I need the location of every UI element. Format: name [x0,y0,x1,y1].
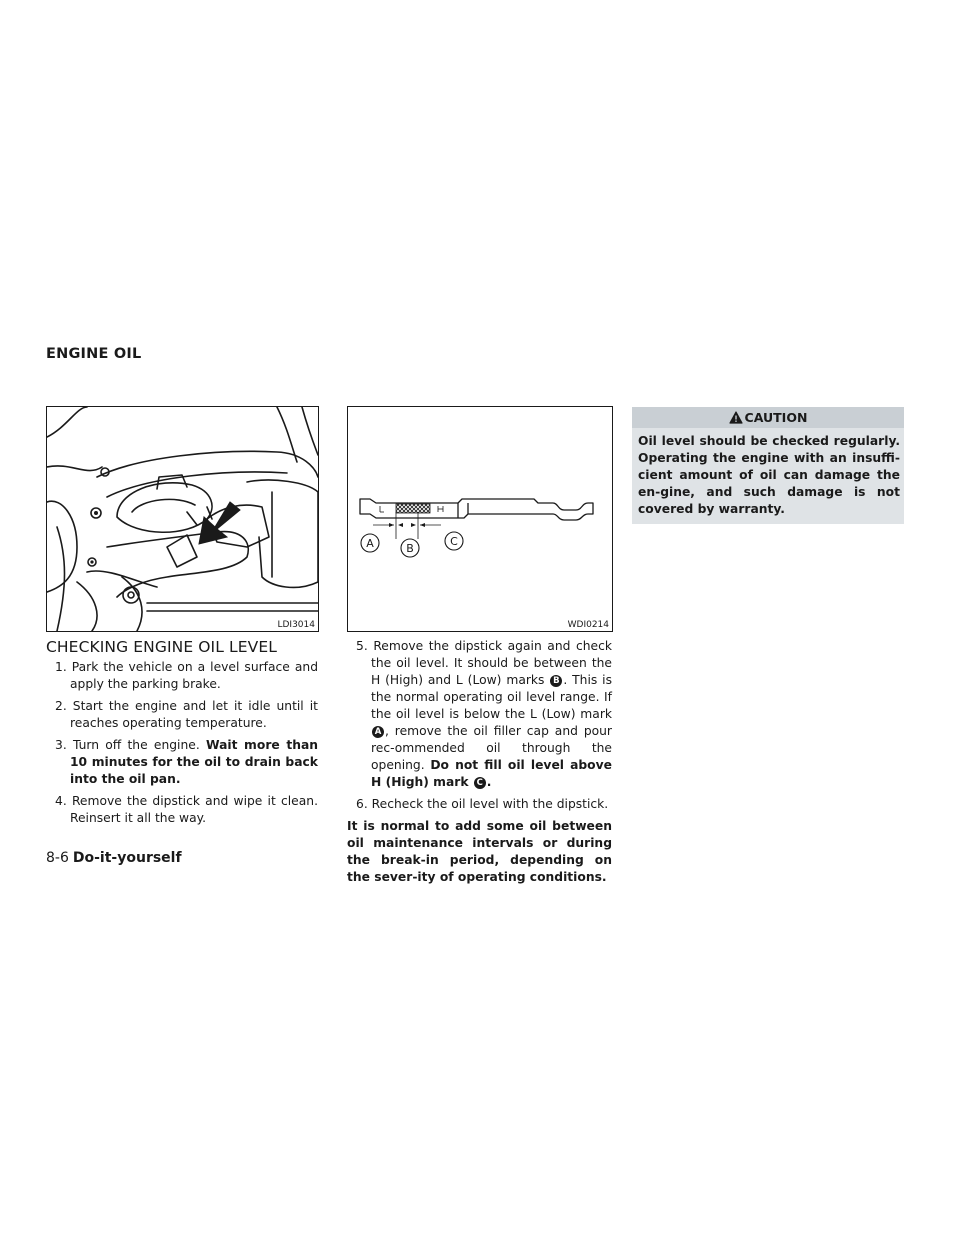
step-text: Remove the dipstick and wipe it clean. Reinsert it all the way. [70,794,318,825]
step-number: 6. [356,797,368,811]
procedure-heading: CHECKING ENGINE OIL LEVEL [46,638,277,656]
step-text: Park the vehicle on a level surface and apply the parking brake. [70,660,318,691]
callout-a-icon: A [372,726,384,738]
step-text: , remove the oil filler cap and pour rec-ommended oil through the opening. [371,724,612,772]
page-number: 8-6 [46,850,69,866]
step-number: 5. [356,639,368,653]
section-title: ENGINE OIL [46,346,142,362]
caution-title: CAUTION [744,410,808,425]
step-6 [347,796,612,813]
engine-bay-figure [46,406,319,632]
figure-label: LDI3014 [277,620,315,630]
callout-b: B [406,542,414,555]
dipstick-diagram [348,407,612,631]
step-number: 2. [55,699,67,713]
pointer-arrow-icon [199,502,240,544]
step-text: Recheck the oil level with the dipstick. [371,797,609,811]
step-4 [46,793,318,827]
dipstick-figure [347,406,613,632]
step-emphasis: . [486,775,492,789]
engine-bay-illustration [47,407,318,631]
caution-box [632,407,904,524]
step-3 [46,737,318,788]
callout-b-icon: B [550,675,562,687]
step-text: Start the engine and let it idle until it reaches operating temperature. [70,699,318,730]
step-number: 3. [55,738,67,752]
callout-c: C [450,535,458,548]
note-paragraph: It is normal to add some oil between oil maintenance intervals or during the break-in period, depending on the sever-ity of operating conditions. [347,819,612,884]
step-2 [46,698,318,732]
step-1 [46,659,318,693]
steps-column-1 [46,659,318,832]
page-footer [46,850,182,866]
figure-label: WDI0214 [567,620,609,630]
step-number: 1. [55,660,67,674]
step-emphasis: Do not fill oil level above H (High) mark [371,758,612,789]
warning-triangle-icon [729,411,743,424]
chapter-name: Do-it-yourself [72,850,182,866]
callout-c-icon: C [474,777,486,789]
callout-a: A [366,537,374,550]
step-text: Remove the dipstick again and check the oil level. It should be between the H (High) and L (Low) marks [371,639,612,687]
step-text: . This is the normal operating oil level range. If the oil level is below the L (Low) mark [371,673,613,721]
step-emphasis: Wait more than 10 minutes for the oil to drain back into the oil pan. [70,738,319,786]
step-text: Turn off the engine. [72,738,206,752]
step-5 [347,638,612,791]
caution-header [632,407,904,428]
step-number: 4. [55,794,67,808]
caution-text: Oil level should be checked regularly. Operating the engine with an insuffi-cient amount of oil can damage the en-gine, and such damage is not covered by warranty. [638,434,900,516]
steps-column-2 [347,638,612,886]
